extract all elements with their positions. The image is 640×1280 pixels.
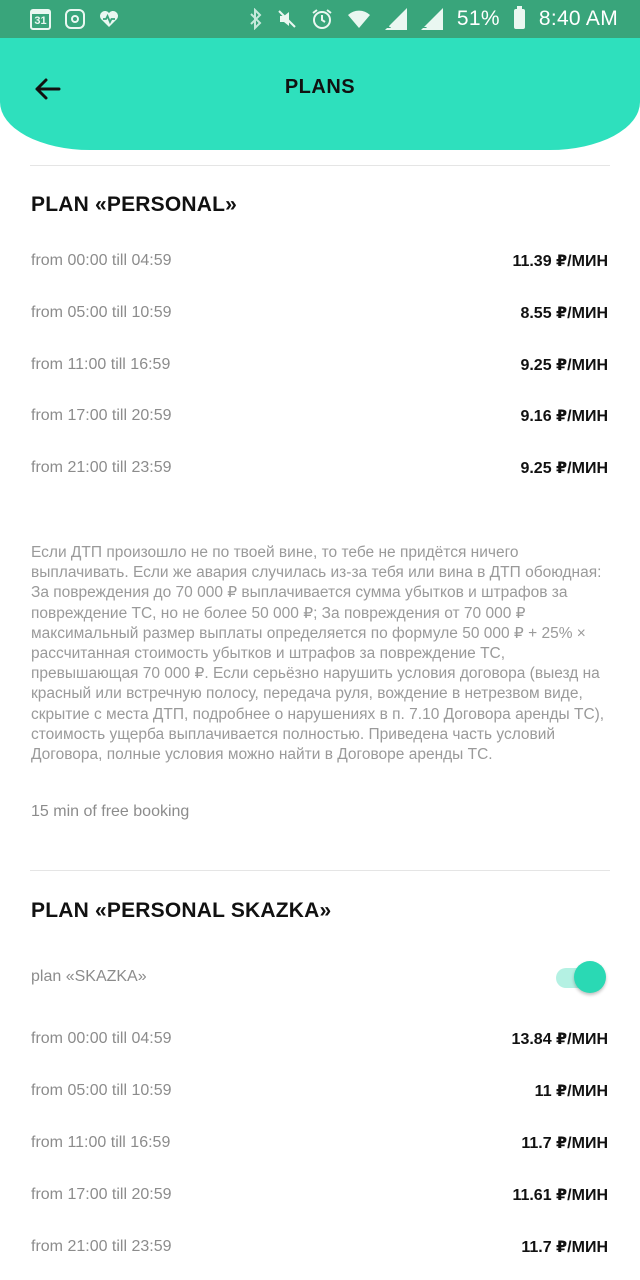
rate-time-range: from 11:00 till 16:59 — [31, 1134, 171, 1151]
rate-time-range: from 05:00 till 10:59 — [31, 304, 172, 321]
divider — [30, 165, 610, 166]
battery-percent: 51% — [456, 7, 500, 30]
rate-row — [31, 350, 608, 380]
rate-row — [31, 401, 608, 431]
plan-title: PLAN «PERSONAL» — [31, 193, 238, 216]
page-title: PLANS — [284, 76, 356, 98]
rate-time-range: from 00:00 till 04:59 — [31, 252, 172, 269]
alarm-icon — [311, 8, 333, 30]
rate-row — [31, 1024, 608, 1054]
status-bar — [0, 0, 640, 38]
rate-price: 11.7 ₽/МИН — [521, 1135, 608, 1152]
rate-row — [31, 246, 608, 276]
signal-sim1-icon: 1 — [385, 8, 407, 30]
rate-row — [31, 1232, 608, 1262]
rate-time-range: from 21:00 till 23:59 — [31, 459, 172, 476]
rate-row — [31, 453, 608, 483]
plan-title: PLAN «PERSONAL SKAZKA» — [31, 899, 332, 922]
rate-time-range: from 17:00 till 20:59 — [31, 1186, 172, 1203]
skazka-toggle-row — [31, 957, 608, 997]
mute-icon — [277, 9, 297, 29]
rate-time-range: from 05:00 till 10:59 — [31, 1082, 172, 1099]
battery-icon — [514, 9, 525, 29]
rate-row — [31, 1128, 608, 1158]
rate-row — [31, 1180, 608, 1210]
rate-price: 11.7 ₽/МИН — [521, 1239, 608, 1256]
rate-price: 11.39 ₽/МИН — [512, 253, 608, 270]
toggle-label: plan «SKAZKA» — [31, 968, 147, 985]
free-booking-note: 15 min of free booking — [31, 803, 190, 820]
bluetooth-icon — [249, 8, 263, 30]
rate-price: 13.84 ₽/МИН — [511, 1031, 608, 1048]
app-header — [0, 38, 640, 150]
instagram-icon — [65, 9, 85, 29]
skazka-toggle[interactable] — [554, 959, 608, 995]
toggle-thumb — [574, 961, 606, 993]
rate-price: 8.55 ₽/МИН — [520, 305, 608, 322]
divider — [30, 870, 610, 871]
rate-row — [31, 1076, 608, 1106]
wifi-icon — [347, 9, 371, 29]
rate-time-range: from 00:00 till 04:59 — [31, 1030, 172, 1047]
plan-description: Если ДТП произошло не по твоей вине, то тебе не придётся ничего выплачивать. Если же авария случилась из-за тебя или вина в ДТП обоюдная: За повреждения до 70 000 ₽ выплачивается сумма убытков и штрафов за повреждение ТС, но не более 50 000 ₽; За повреждения от 70 000 ₽ максимальный размер выплаты определяется по формуле 50 000 ₽ + 25% × рассчитанная стоимость убытков и штрафов за повреждение ТС, превышающая 70 000 ₽. Если серьёзно нарушить условия договора (выезд на красный или встречную полосу, передача руля, вождение в нетрезвом виде, скрытие с места ДТП, подробнее о нарушениях в п. 7.10 Договора аренды ТС), стоимость ущерба выплачивается полностью. Приведена часть условий Договора, полные условия можно найти в Договоре аренды ТС. — [31, 544, 605, 764]
rate-price: 11.61 ₽/МИН — [512, 1187, 608, 1204]
health-heart-icon — [99, 10, 119, 28]
rate-row — [31, 298, 608, 328]
calendar-icon: 31 — [30, 9, 51, 30]
rate-price: 11 ₽/МИН — [534, 1083, 608, 1100]
rate-price: 9.16 ₽/МИН — [520, 408, 608, 425]
rate-time-range: from 11:00 till 16:59 — [31, 356, 171, 373]
signal-sim2-icon: 2 — [421, 8, 443, 30]
clock: 8:40 AM — [538, 7, 618, 30]
rate-price: 9.25 ₽/МИН — [520, 357, 608, 374]
rate-time-range: from 17:00 till 20:59 — [31, 407, 172, 424]
rate-time-range: from 21:00 till 23:59 — [31, 1238, 172, 1255]
rate-price: 9.25 ₽/МИН — [520, 460, 608, 477]
